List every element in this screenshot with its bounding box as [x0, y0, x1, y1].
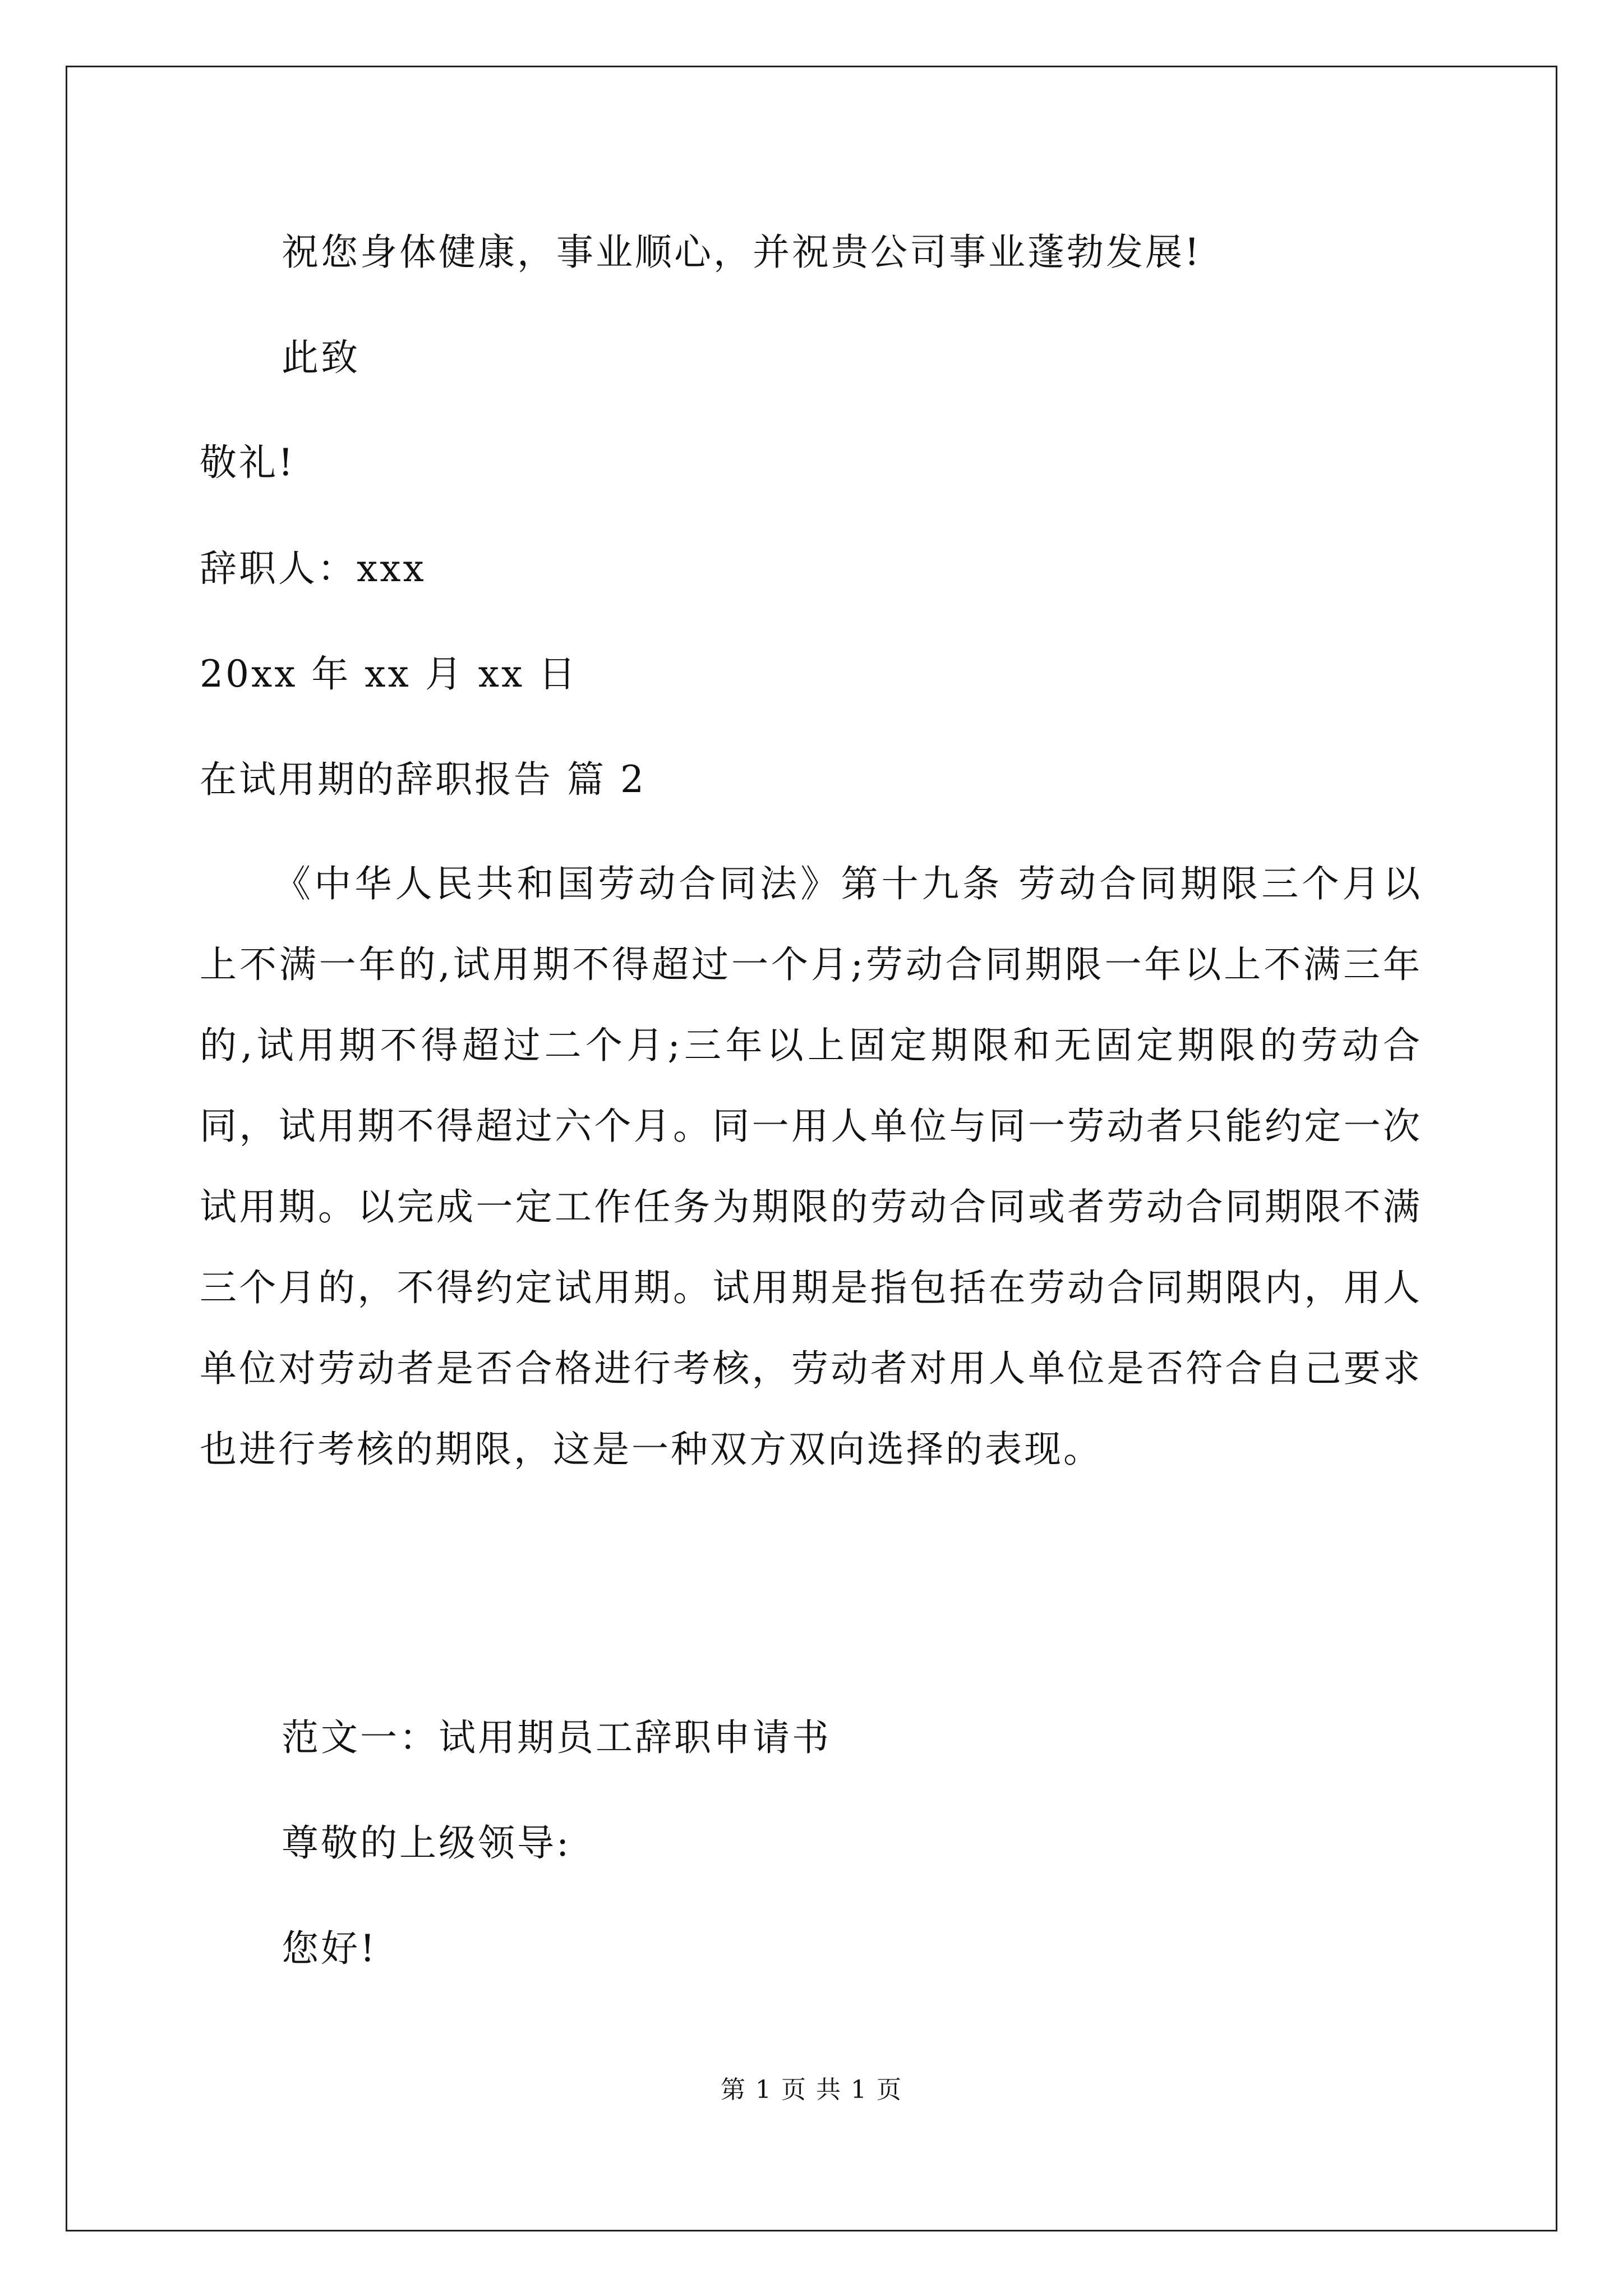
closing-jingli: 敬礼!	[200, 441, 296, 484]
salutation: 尊敬的上级领导:	[282, 1821, 571, 1865]
page-footer: 第 1 页 共 1 页	[721, 2076, 902, 2104]
closing-cizhi: 此致	[282, 336, 360, 379]
closing-wish: 祝您身体健康，事业顺心，并祝贵公司事业蓬勃发展!	[282, 231, 1202, 274]
section-title: 在试用期的辞职报告 篇 2	[200, 758, 646, 801]
sample-title: 范文一：试用期员工辞职申请书	[282, 1716, 831, 1759]
date-line: 20xx 年 xx 月 xx 日	[200, 652, 578, 696]
signer-line: 辞职人：xxx	[200, 547, 426, 590]
greeting: 您好!	[282, 1927, 377, 1970]
law-paragraph: 《中华人民共和国劳动合同法》第十九条 劳动合同期限三个月以上不满一年的,试用期不得超过一个月;劳动合同期限一年以上不满三年的,试用期不得超过二个月;三年以上固定期限和无固定期限的劳动合同，试用期不得超过六个月。同一用人单位与同一劳动者只能约定一次试用期。以完成一定工作任务为期限的劳动合同或者劳动合同期限不满三个月的，不得约定试用期。试用期是指包括在劳动合同期限内，用人单位对劳动者是否合格进行考核，劳动者对用人单位是否符合自己要求也进行考核的期限，这是一种双方双向选择的表现。	[200, 862, 1422, 1471]
